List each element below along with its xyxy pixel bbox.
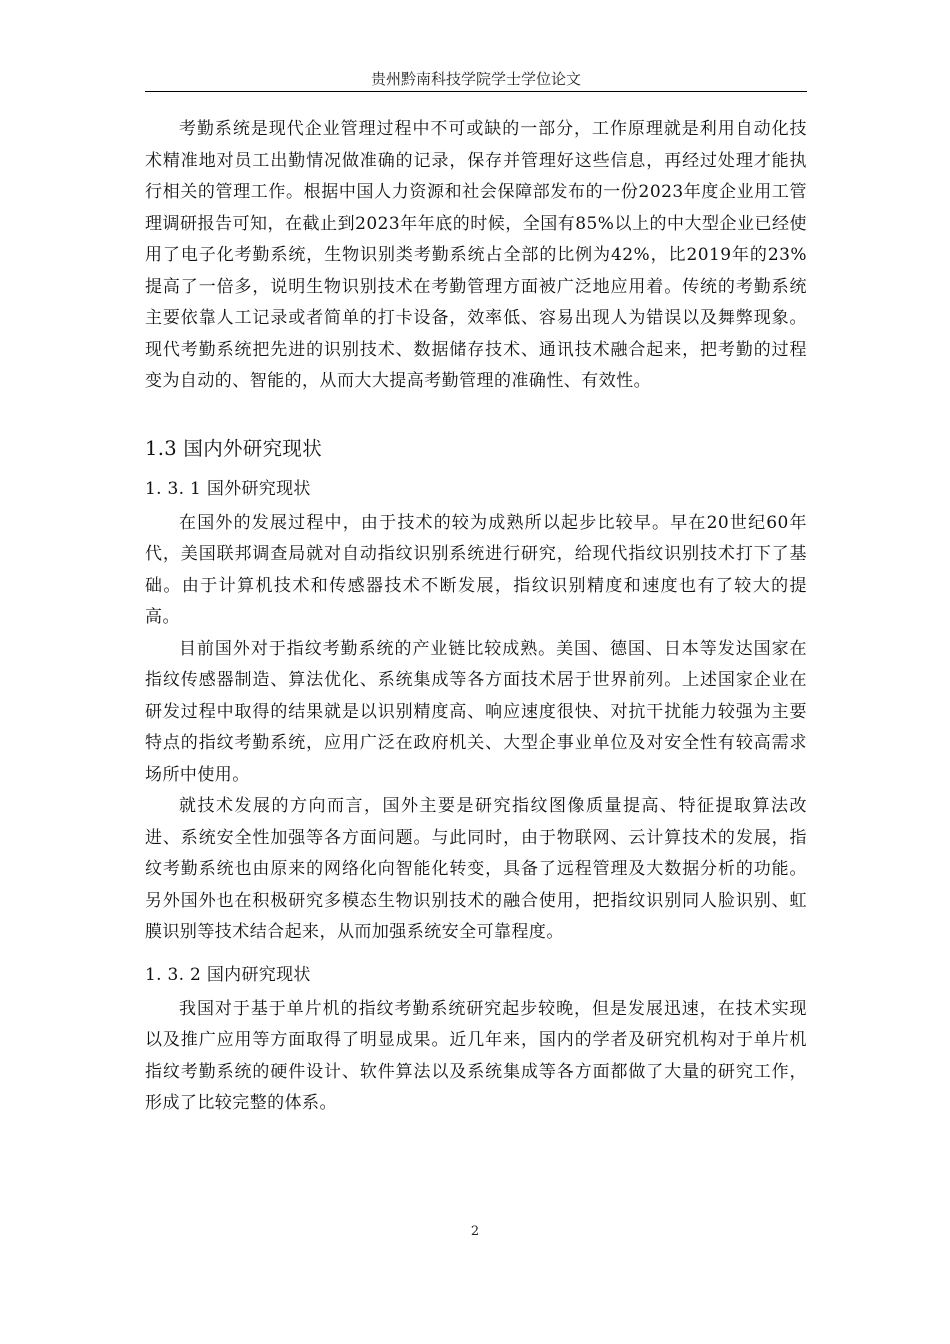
paragraph: 就技术发展的方向而言，国外主要是研究指纹图像质量提高、特征提取算法改进、系统安全性加强等各方面问题。与此同时，由于物联网、云计算技术的发展，指纹考勤系统也由原来的网络化向智能化转变，具备了远程管理及大数据分析的功能。另外国外也在积极研究多模态生物识别技术的融合使用，把指纹识别同人脸识别、虹膜识别等技术结合起来，从而加强系统安全可靠程度。 [145, 796, 807, 942]
paragraph: 目前国外对于指纹考勤系统的产业链比较成熟。美国、德国、日本等发达国家在指纹传感器制造、算法优化、系统集成等各方面技术居于世界前列。上述国家企业在研发过程中取得的结果就是以识别精度高、响应速度很快、对抗干扰能力较强为主要特点的指纹考勤系统，应用广泛在政府机关、大型企事业单位及对安全性有较高需求场所中使用。 [145, 638, 807, 785]
subsection-heading-foreign: 1. 3. 1 国外研究现状 [145, 478, 311, 499]
paragraph: 在国外的发展过程中，由于技术的较为成熟所以起步比较早。早在20世纪60年代，美国联邦调查局就对自动指纹识别系统进行研究，给现代指纹识别技术打下了基础。由于计算机技术和传感器技术不断发展，指纹识别精度和速度也有了较大的提高。 [145, 512, 807, 627]
page-header: 贵州黔南科技学院学士学位论文 [145, 70, 807, 92]
intro-paragraph: 考勤系统是现代企业管理过程中不可或缺的一部分，工作原理就是利用自动化技术精准地对员工出勤情况做准确的记录，保存并管理好这些信息，再经过处理才能执行相关的管理工作。根据中国人力资源和社会保障部发布的一份2023年度企业用工管理调研报告可知，在截止到2023年年底的时候，全国有85%以上的中大型企业已经使用了电子化考勤系统，生物识别类考勤系统占全部的比例为42%，比2019年的23%提高了一倍多，说明生物识别技术在考勤管理方面被广泛地应用着。传统的考勤系统主要依靠人工记录或者简单的打卡设备，效率低、容易出现人为错误以及舞弊现象。现代考勤系统把先进的识别技术、数据储存技术、通讯技术融合起来，把考勤的过程变为自动的、智能的，从而大大提高考勤管理的准确性、有效性。 [145, 119, 807, 391]
paragraph: 我国对于基于单片机的指纹考勤系统研究起步较晚，但是发展迅速，在技术实现以及推广应用等方面取得了明显成果。近几年来，国内的学者及研究机构对于单片机指纹考勤系统的硬件设计、软件算法以及系统集成等各方面都做了大量的研究工作，形成了比较完整的体系。 [145, 998, 807, 1113]
document-body [145, 114, 807, 1120]
subsection-heading-domestic: 1. 3. 2 国内研究现状 [145, 964, 311, 985]
section-heading: 1.3 国内外研究现状 [145, 436, 323, 460]
page-number: 2 [470, 1224, 480, 1239]
